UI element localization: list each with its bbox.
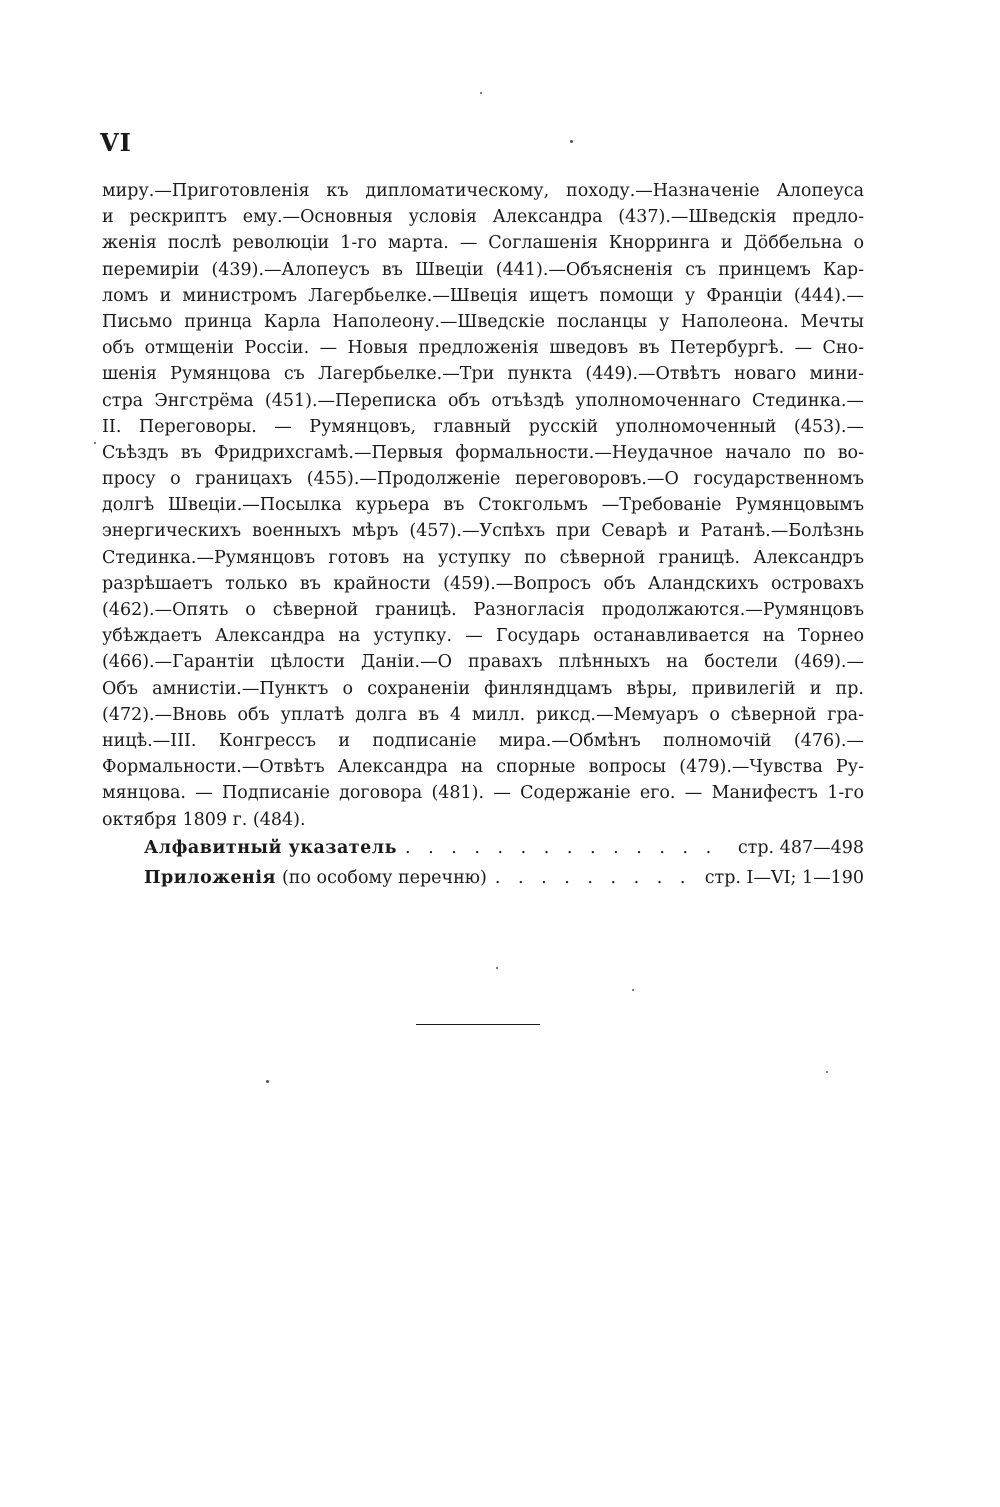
text-line: мянцова. — Подписаніе договора (481). — Содержаніе его. — Манифестъ 1-го bbox=[102, 783, 864, 804]
toc-entry-label: Приложенія bbox=[144, 867, 276, 888]
text-line: просу о границахъ (455).—Продолженіе переговоровъ.—О государственномъ bbox=[102, 469, 864, 490]
text-line: стра Энгстрёма (451).—Переписка объ отъѣздѣ уполномоченнаго Стединка.— bbox=[102, 390, 864, 411]
text-line: октября 1809 г. (484). bbox=[102, 809, 306, 830]
toc-leader-dots bbox=[495, 863, 697, 893]
text-line: Стединка.—Румянцовъ готовъ на уступку по сѣверной границѣ. Александръ bbox=[102, 547, 864, 568]
text-line: (466).—Гарантіи цѣлости Даніи.—О правахъ плѣнныхъ на бостели (469).— bbox=[102, 652, 864, 673]
page-number: VI bbox=[100, 128, 132, 157]
toc-entry-pages: стр. I—VI; 1—190 bbox=[704, 867, 864, 888]
scan-speck bbox=[266, 1080, 269, 1083]
toc-entry-pages: стр. 487—498 bbox=[737, 837, 864, 858]
text-line: Формальности.—Отвѣтъ Александра на спорные вопросы (479).—Чувства Ру- bbox=[102, 757, 864, 778]
scan-speck bbox=[94, 442, 96, 444]
text-line: шенія Румянцова съ Лагербьелке.—Три пункта (449).—Отвѣтъ новаго мини- bbox=[102, 364, 864, 385]
scan-speck bbox=[632, 989, 634, 991]
toc-entry-note: (по особому перечню) bbox=[281, 867, 487, 888]
text-line: Объ амнистіи.—Пунктъ о сохраненіи финляндцамъ вѣры, привилегій и пр. bbox=[102, 678, 864, 699]
scan-speck bbox=[496, 967, 498, 969]
text-line: Письмо принца Карла Наполеону.—Шведскіе посланцы у Наполеона. Мечты bbox=[102, 311, 864, 332]
text-line: энергическихъ военныхъ мѣръ (457).—Успѣхъ при Севарѣ и Ратанѣ.—Болѣзнь bbox=[102, 521, 864, 542]
text-line: II. Переговоры. — Румянцовъ, главный русскій уполномоченный (453).— bbox=[102, 416, 864, 437]
text-line: объ отмщеніи Россіи. — Новыя предложенія шведовъ въ Петербургѣ. — Сно- bbox=[102, 338, 864, 359]
toc-entry-label: Алфавитный указатель bbox=[144, 837, 398, 858]
text-line: ницѣ.—III. Конгрессъ и подписаніе мира.—Обмѣнъ полномочій (476).— bbox=[102, 730, 864, 751]
text-line: (462).—Опять о сѣверной границѣ. Разногласія продолжаются.—Румянцовъ bbox=[102, 600, 864, 620]
text-line: ломъ и министромъ Лагербьелке.—Швеція ищетъ помощи у Франціи (444).— bbox=[102, 285, 864, 306]
text-line: женія послѣ революціи 1-го марта. — Соглашенія Кнорринга и Дӧббельна о bbox=[102, 233, 864, 254]
scan-speck bbox=[826, 1071, 828, 1073]
text-line: разрѣшаетъ только въ крайности (459).—Вопросъ объ Аландскихъ островахъ bbox=[102, 573, 864, 594]
text-line: и рескриптъ ему.—Основныя условія Александра (437).—Шведскія предло- bbox=[102, 207, 864, 228]
text-line: убѣждаетъ Александра на уступку. — Государь останавливается на Торнео bbox=[102, 626, 864, 647]
text-line: (472).—Вновь объ уплатѣ долга въ 4 милл. риксд.—Мемуаръ о сѣверной гра- bbox=[102, 704, 864, 725]
text-line: Съѣздъ въ Фридрихсгамѣ.—Первыя формальности.—Неудачное начало по во- bbox=[102, 442, 864, 463]
text-line: долгѣ Швеціи.—Посылка курьера въ Стокгольмъ —Требованіе Румянцовымъ bbox=[102, 495, 864, 516]
toc-leader-dots bbox=[405, 833, 730, 863]
scan-speck bbox=[570, 140, 573, 143]
scan-speck bbox=[480, 92, 482, 94]
toc-entry-index bbox=[102, 833, 864, 863]
toc-entry-appendices bbox=[102, 863, 864, 893]
text-line: перемиріи (439).—Алопеусъ въ Швеціи (441).—Объясненія съ принцемъ Кар- bbox=[102, 259, 864, 280]
text-line: миру.—Приготовленія къ дипломатическому, походу.—Назначеніе Алопеуса bbox=[102, 181, 864, 201]
table-of-contents-text bbox=[102, 178, 864, 893]
closing-rule bbox=[416, 1024, 540, 1025]
